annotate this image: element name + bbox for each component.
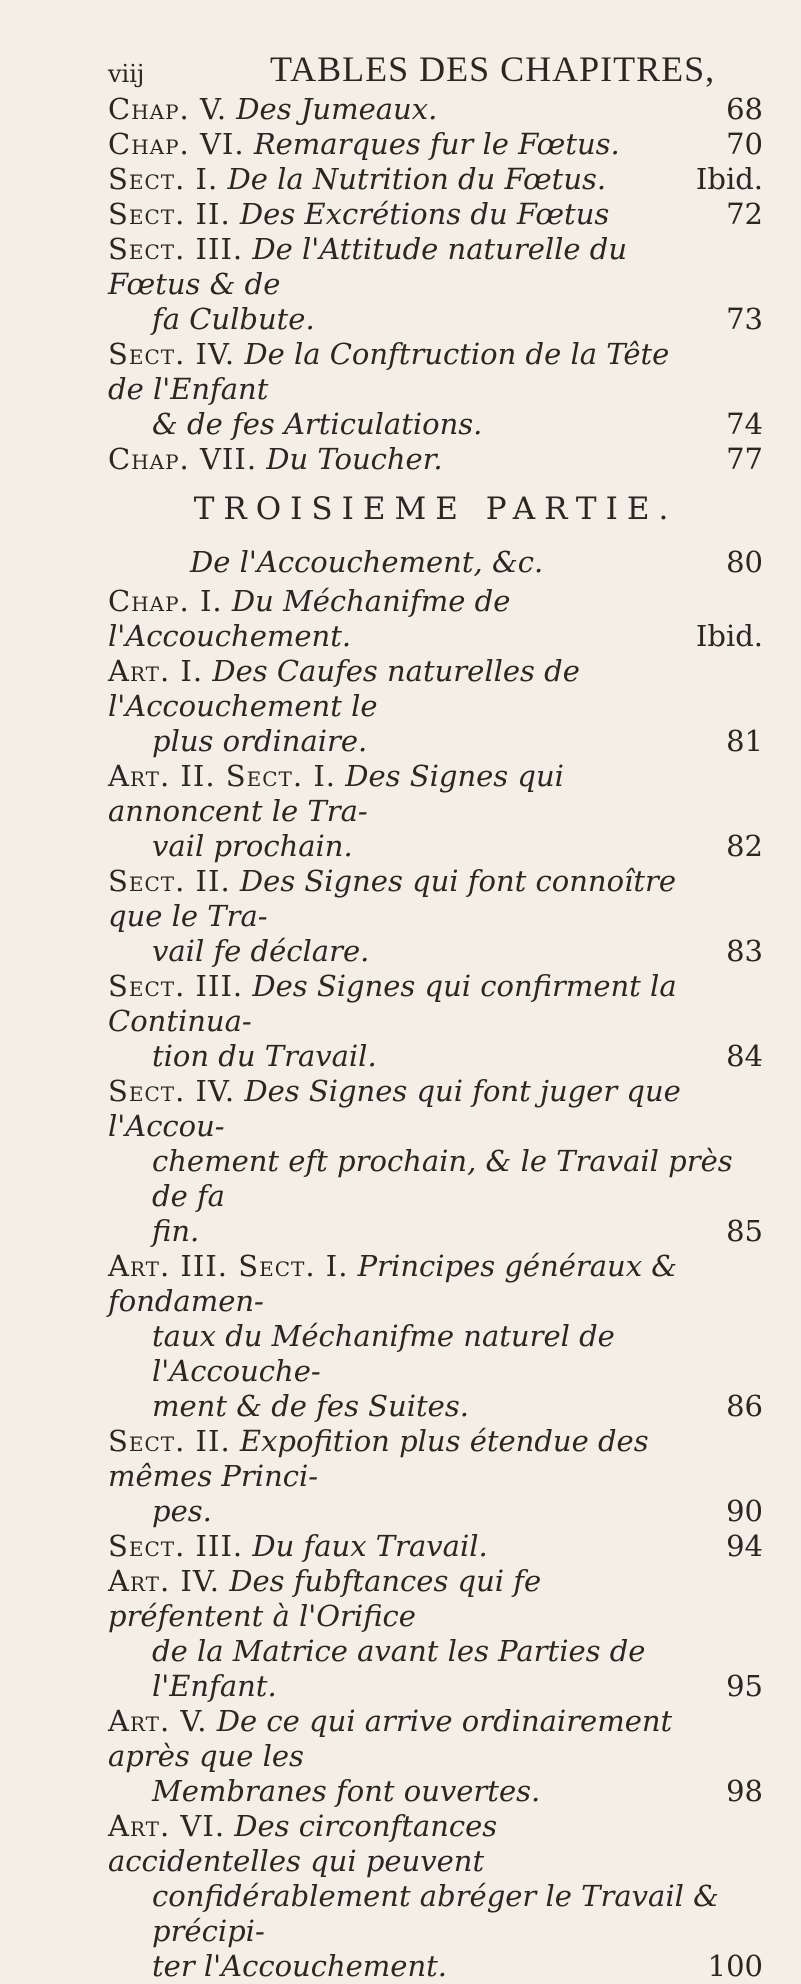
toc-entry-continuation-line xyxy=(108,1389,763,1424)
toc-entry xyxy=(108,197,763,232)
toc-entry-page: 70 xyxy=(726,127,763,161)
toc-entry-page: 74 xyxy=(726,407,763,441)
page-header xyxy=(108,30,763,92)
running-title: TABLES DES CHAPITRES, xyxy=(270,49,716,89)
toc-entry xyxy=(108,442,763,477)
toc-entry-label: Sect. III. xyxy=(108,969,244,1003)
toc-entry-first-line xyxy=(108,654,763,724)
toc-entry-title: fa Culbute. xyxy=(152,302,315,336)
toc-entries-part-two xyxy=(108,92,763,477)
toc-entry-title: Des Jumeaux. xyxy=(236,92,438,126)
toc-entry-first-line xyxy=(108,584,763,654)
toc-entry-continuation-line xyxy=(108,1634,763,1704)
toc-entry-title: Du Toucher. xyxy=(266,442,443,476)
toc-entry-page: 90 xyxy=(726,1494,763,1528)
toc-entry-label: Chap. VII. xyxy=(108,442,258,476)
toc-entry-label: Sect. IV. xyxy=(108,337,236,371)
toc-entry-title: De l'Attitude naturelle du Fœtus & de xyxy=(108,232,628,301)
toc-entry xyxy=(108,162,763,197)
toc-entry-page: 98 xyxy=(726,1774,763,1808)
toc-entry-first-line xyxy=(108,162,763,197)
toc-entry-page: Ibid. xyxy=(695,619,763,653)
toc-entry-page: 81 xyxy=(726,724,763,758)
toc-entry-continuation-line xyxy=(108,302,763,337)
toc-entry xyxy=(108,1249,763,1424)
toc-entry-continuation-line xyxy=(108,724,763,759)
toc-entry-page: 85 xyxy=(726,1214,763,1248)
toc-entry-first-line xyxy=(108,197,763,232)
toc-entry-continuation-line xyxy=(108,829,763,864)
toc-entry-page: 77 xyxy=(726,442,763,476)
toc-entry-first-line xyxy=(108,969,763,1039)
toc-entry-first-line xyxy=(108,232,763,302)
toc-entry-label: Sect. I. xyxy=(108,162,219,196)
toc-entry-page: 72 xyxy=(726,197,763,231)
toc-entry-label: Art. IV. xyxy=(108,1564,220,1598)
toc-entry-title: Principes généraux & fondamen- xyxy=(108,1249,678,1318)
toc-entry xyxy=(108,1074,763,1249)
toc-entry-label: Chap. I. xyxy=(108,584,223,618)
toc-entry-continuation-line xyxy=(108,1214,763,1249)
toc-entry-label: Art. III. Sect. I. xyxy=(108,1249,349,1283)
toc-entry-title: vail fe déclare. xyxy=(152,934,370,968)
toc-entry-first-line xyxy=(108,1249,763,1319)
toc-entry-continuation-line xyxy=(108,1144,763,1214)
toc-entry-first-line xyxy=(108,864,763,934)
toc-entry-continuation-line xyxy=(108,934,763,969)
toc-entry-page: 68 xyxy=(726,92,763,126)
toc-entry-continuation-line xyxy=(108,1774,763,1809)
toc-entry xyxy=(108,654,763,759)
toc-entry-label: Sect. III. xyxy=(108,232,244,266)
toc-entry-label: Art. V. xyxy=(108,1704,208,1738)
toc-entry-first-line xyxy=(108,1564,763,1634)
toc-entry xyxy=(108,337,763,442)
toc-entry-title: Des Caufes naturelles de l'Accouchement le xyxy=(108,654,580,723)
toc-entry-title: Membranes font ouvertes. xyxy=(152,1774,541,1808)
toc-entry-first-line xyxy=(108,1424,763,1494)
toc-entry xyxy=(108,92,763,127)
toc-entry-title: chement eft prochain, & le Travail près de fa xyxy=(152,1144,733,1213)
toc-entry-continuation-line xyxy=(108,1319,763,1389)
toc-entry-page: 86 xyxy=(726,1389,763,1423)
toc-entry-title: vail prochain. xyxy=(152,829,353,863)
toc-entry-continuation-line xyxy=(108,1879,763,1949)
toc-entry-title: ment & de fes Suites. xyxy=(152,1389,469,1423)
toc-entry-title: De la Nutrition du Fœtus. xyxy=(227,162,607,196)
toc-entry-title: Des Signes qui font juger que l'Accou- xyxy=(108,1074,681,1143)
toc-entry-continuation-line xyxy=(108,1949,763,1984)
toc-entry-first-line xyxy=(108,759,763,829)
toc-entry-label: Sect. II. xyxy=(108,197,231,231)
toc-entry-title: tion du Travail. xyxy=(152,1039,377,1073)
part-intro-entry xyxy=(108,545,763,580)
toc-entry-page: 95 xyxy=(726,1669,763,1703)
toc-entry xyxy=(108,1704,763,1809)
toc-entry-title: Remarques fur le Fœtus. xyxy=(253,127,620,161)
toc-entry xyxy=(108,864,763,969)
toc-entry-title: Expofition plus étendue des mêmes Princi- xyxy=(108,1424,649,1493)
toc-entry xyxy=(108,1564,763,1704)
part-heading: TROISIEME PARTIE. xyxy=(193,491,678,527)
toc-entry xyxy=(108,232,763,337)
toc-entries-part-three xyxy=(108,584,763,1984)
toc-entry-continuation-line xyxy=(108,1039,763,1074)
toc-entry-first-line xyxy=(108,1529,763,1564)
toc-entry-title: Des fubftances qui fe préfentent à l'Orifice xyxy=(108,1564,542,1633)
toc-entry-page: 82 xyxy=(726,829,763,863)
part-intro-page: 80 xyxy=(726,545,763,579)
toc-entry-title: & de fes Articulations. xyxy=(152,407,483,441)
toc-entry-title: plus ordinaire. xyxy=(152,724,368,758)
toc-entry-title: Du Méchanifme de l'Accouchement. xyxy=(108,584,511,653)
toc-entry-title: Des circonftances accidentelles qui peuvent xyxy=(108,1809,498,1878)
folio: viij xyxy=(108,60,145,88)
toc-entry-label: Chap. VI. xyxy=(108,127,245,161)
toc-entry-title: De la Conftruction de la Tête de l'Enfant xyxy=(108,337,670,406)
toc-entry-title: De ce qui arrive ordinairement après que les xyxy=(108,1704,673,1773)
toc-entry-page: 84 xyxy=(726,1039,763,1073)
toc-entry-page: 94 xyxy=(726,1529,763,1563)
toc-entry-title: pes. xyxy=(152,1494,212,1528)
toc-entry-title: ter l'Accouchement. xyxy=(152,1949,447,1983)
toc-entry-title: Du faux Travail. xyxy=(252,1529,488,1563)
toc-entry xyxy=(108,584,763,654)
toc-entry-label: Sect. III. xyxy=(108,1529,244,1563)
toc-entry-first-line xyxy=(108,92,763,127)
toc-entry-page: Ibid. xyxy=(695,162,763,196)
toc-entry-continuation-line xyxy=(108,407,763,442)
toc-entry-title: Des Signes qui font connoître que le Tra- xyxy=(108,864,677,933)
toc-entry-first-line xyxy=(108,337,763,407)
toc-entry-title: fin. xyxy=(152,1214,200,1248)
toc-entry xyxy=(108,1809,763,1984)
toc-entry-label: Art. VI. xyxy=(108,1809,226,1843)
toc-entry-label: Sect. II. xyxy=(108,1424,231,1458)
toc-entry-first-line xyxy=(108,442,763,477)
toc-entry-page: 83 xyxy=(726,934,763,968)
toc-entry-title: Des Signes qui confirment la Continua- xyxy=(108,969,677,1038)
toc-entry xyxy=(108,127,763,162)
toc-entry-label: Sect. IV. xyxy=(108,1074,236,1108)
toc-entry-page: 100 xyxy=(707,1949,763,1983)
toc-entry xyxy=(108,1424,763,1529)
toc-entry-label: Art. II. Sect. I. xyxy=(108,759,336,793)
part-intro-title: De l'Accouchement, &c. xyxy=(190,545,544,579)
toc-entry-title: confidérablement abréger le Travail & précipi- xyxy=(152,1879,719,1948)
toc-entry-title: Des Excrétions du Fœtus xyxy=(239,197,610,231)
toc-entry-label: Sect. II. xyxy=(108,864,231,898)
toc-entry-continuation-line xyxy=(108,1494,763,1529)
toc-entry-label: Art. I. xyxy=(108,654,204,688)
toc-entry-first-line xyxy=(108,127,763,162)
toc-entry-title: de la Matrice avant les Parties de l'Enfant. xyxy=(152,1634,646,1703)
toc-entry-first-line xyxy=(108,1704,763,1774)
toc-entry xyxy=(108,969,763,1074)
toc-entry-first-line xyxy=(108,1809,763,1879)
toc-entry-page: 73 xyxy=(726,302,763,336)
toc-entry-title: taux du Méchanifme naturel de l'Accouche- xyxy=(152,1319,615,1388)
toc-entry xyxy=(108,1529,763,1564)
toc-entry-label: Chap. V. xyxy=(108,92,228,126)
toc-entry xyxy=(108,759,763,864)
toc-entry-title: Des Signes qui annoncent le Tra- xyxy=(108,759,564,828)
toc-entry-first-line xyxy=(108,1074,763,1144)
